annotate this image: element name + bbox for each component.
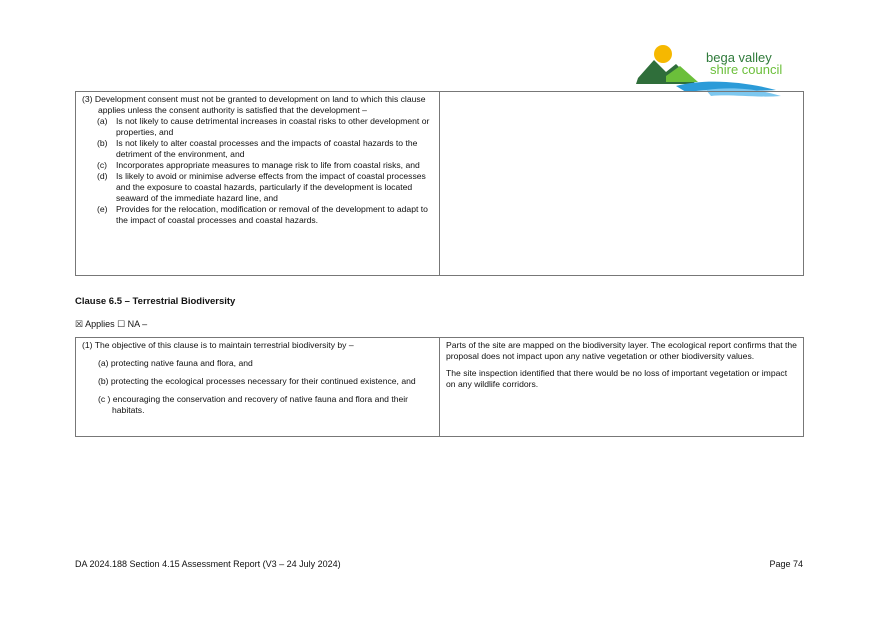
clause-text-cell xyxy=(76,338,440,437)
response-cell xyxy=(440,338,804,437)
footer-page-number: Page 74 xyxy=(769,559,803,569)
clause-intro: (3) Development consent must not be granted to development on land to which this clause applies unless the consent authority is satisfied that the development – xyxy=(82,94,426,115)
response-paragraph-1: Parts of the site are mapped on the biodiversity layer. The ecological report confirms that the proposal does not impact upon any native vegetation or other biodiversity values. xyxy=(446,340,797,361)
item-text: Provides for the relocation, modification or removal of the development to adapt to the impact of coastal processes and coastal hazards. xyxy=(116,204,428,225)
item-label: (c) xyxy=(97,160,108,170)
coastal-clause-table xyxy=(75,91,804,276)
item-text: Incorporates appropriate measures to manage risk to life from coastal risks, and xyxy=(116,160,420,170)
clause-item-c xyxy=(82,160,433,171)
clause-item-a xyxy=(82,116,433,138)
logo-line-2: shire council xyxy=(710,62,783,77)
item-text: Is likely to avoid or minimise adverse effects from the impact of coastal processes and the exposure to coastal hazards, particularly if the development is located seaward of the immediate hazard line, and xyxy=(116,171,426,203)
item-label: (a) xyxy=(97,116,108,126)
footer-report-title: DA 2024.188 Section 4.15 Assessment Report (V3 – 24 July 2024) xyxy=(75,559,341,569)
objective-text: (1) The objective of this clause is to maintain terrestrial biodiversity by – xyxy=(82,340,354,350)
objective-sub-a: (a) protecting native fauna and flora, and xyxy=(98,358,253,368)
applies-checkboxes: ☒ Applies ☐ NA – xyxy=(75,319,148,329)
response-paragraph-2: The site inspection identified that there would be no loss of important vegetation or impact on any wildlife corridors. xyxy=(446,368,788,389)
response-cell-empty xyxy=(440,92,804,276)
logo-line-1: bega valley xyxy=(706,50,772,65)
logo-wordmark xyxy=(706,52,782,76)
clause-item-b xyxy=(82,138,433,160)
item-text: Is not likely to alter coastal processes and the impacts of coastal hazards to the detriment of the environment, and xyxy=(116,138,418,159)
item-label: (e) xyxy=(97,204,108,214)
item-label: (d) xyxy=(97,171,108,181)
item-text: Is not likely to cause detrimental increases in coastal risks to other development or properties, and xyxy=(116,116,430,137)
clause-item-e xyxy=(82,204,433,226)
clause-item-d xyxy=(82,171,433,204)
section-heading: Clause 6.5 – Terrestrial Biodiversity xyxy=(75,296,236,307)
objective-sub-c: (c ) encouraging the conservation and recovery of native fauna and flora and their habitats. xyxy=(98,394,409,415)
objective-sub-b: (b) protecting the ecological processes necessary for their continued existence, and xyxy=(98,376,416,386)
clause-text-cell xyxy=(76,92,440,276)
biodiversity-clause-table xyxy=(75,337,804,437)
item-label: (b) xyxy=(97,138,108,148)
